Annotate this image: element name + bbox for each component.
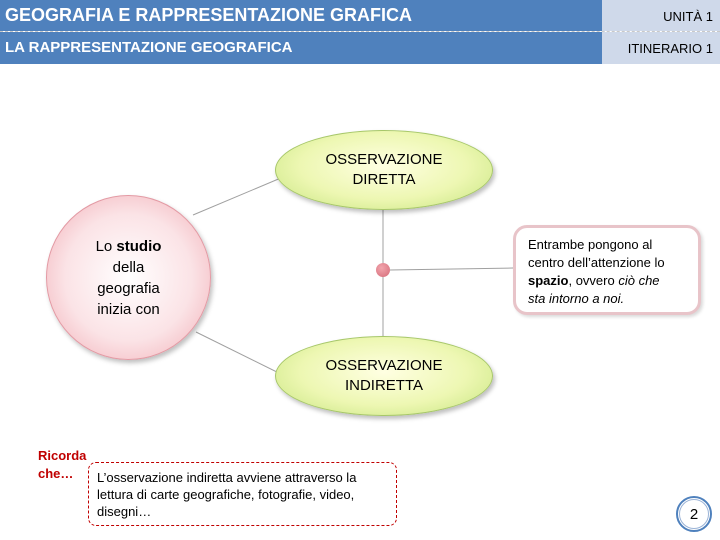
node-osservazione-indiretta (275, 336, 493, 416)
page-number-ring (679, 499, 709, 529)
ricorda-label-line2: che… (38, 466, 74, 481)
entrambe-line2: centro dell’attenzione lo (528, 255, 665, 270)
node-studio-geografia (46, 195, 211, 360)
page-title: GEOGRAFIA E RAPPRESENTAZIONE GRAFICA (5, 5, 413, 25)
page-subtitle: LA RAPPRESENTAZIONE GEOGRAFICA (5, 39, 293, 56)
studio-line2: della (112, 258, 145, 276)
entrambe-after-bold: , ovvero (568, 273, 615, 288)
itinerary-label: ITINERARIO 1 (627, 41, 713, 56)
unit-label: UNITÀ 1 (663, 9, 713, 24)
studio-prefix: Lo (95, 237, 113, 255)
entrambe-bold: spazio (528, 273, 569, 288)
ricorda-label-line1: Ricorda (38, 448, 87, 463)
note-entrambe (513, 225, 701, 315)
studio-line4: inizia con (97, 300, 160, 318)
node-studio-geografia-text (96, 236, 162, 320)
node-osservazione-diretta (275, 130, 493, 210)
page-number: 2 (689, 505, 699, 523)
ricorda-note-text: L’osservazione indiretta avviene attraverso la lettura di carte geografiche, fotografie, video, disegni… (97, 470, 357, 519)
entrambe-italic1: ciò che (618, 273, 660, 288)
ricorda-note (88, 462, 397, 526)
node-osservazione-indiretta-label: OSSERVAZIONE INDIRETTA (325, 357, 443, 394)
node-osservazione-diretta-label: OSSERVAZIONE DIRETTA (325, 151, 443, 188)
studio-line3: geografia (97, 279, 160, 297)
link-dot-to-box (390, 268, 513, 270)
entrambe-italic2: sta intorno a noi. (528, 291, 625, 306)
entrambe-line1: Entrambe pongono al (528, 237, 653, 252)
junction-dot (376, 263, 390, 277)
studio-bold: studio (116, 237, 162, 255)
ricorda-label (38, 447, 86, 483)
